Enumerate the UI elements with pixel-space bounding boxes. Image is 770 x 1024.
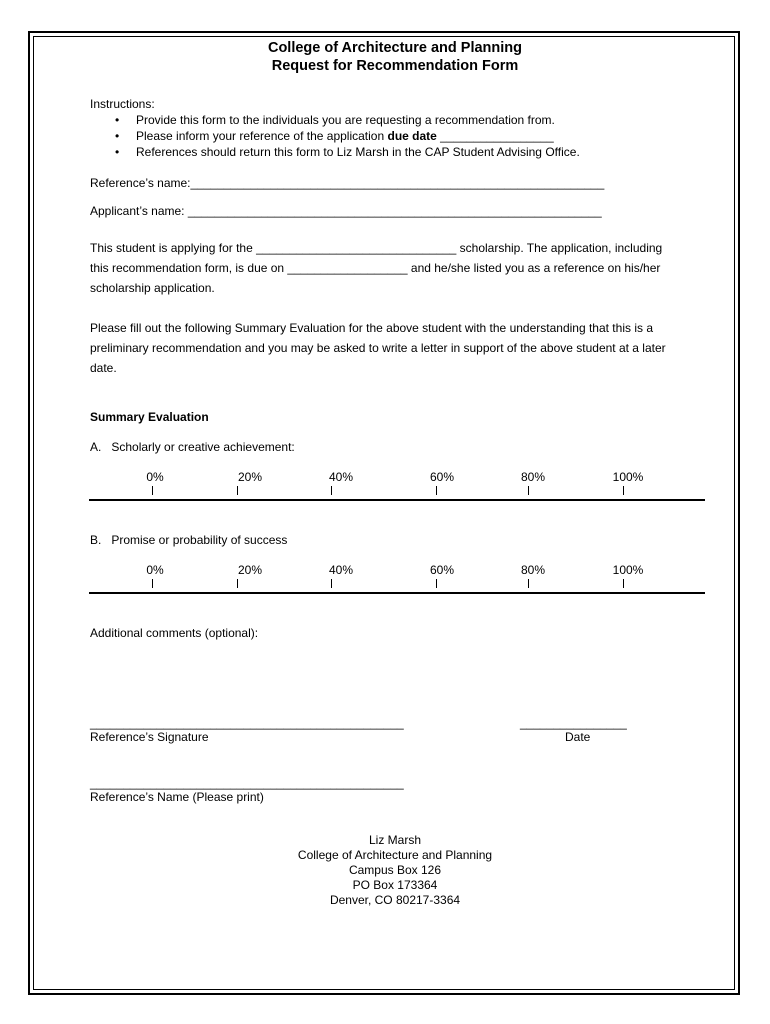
instructions-label: Instructions:: [90, 97, 155, 111]
rating-scale-a-line: [89, 499, 705, 501]
additional-comments-label: Additional comments (optional):: [90, 626, 259, 640]
section-a-label: A. Scholarly or creative achievement:: [90, 440, 295, 454]
scale-a-label: 60%: [429, 470, 455, 484]
instruction-item-2: [136, 129, 554, 143]
scale-b-label: 0%: [146, 563, 164, 577]
rating-scale-b-line: [89, 592, 705, 594]
summary-evaluation-heading: Summary Evaluation: [90, 410, 209, 424]
scale-b-label: 20%: [237, 563, 263, 577]
address-campus-box: Campus Box 126: [348, 863, 442, 877]
evaluation-paragraph-line2: preliminary recommendation and you may be asked to write a letter in support of the above student at a later: [90, 341, 666, 355]
scale-b-tick[interactable]: [436, 579, 437, 588]
address-city: Denver, CO 80217-3364: [329, 893, 461, 907]
scale-b-tick[interactable]: [237, 579, 238, 588]
scale-a-label: 40%: [328, 470, 354, 484]
evaluation-paragraph-line1: Please fill out the following Summary Evaluation for the above student with the understanding that this is a: [90, 321, 653, 335]
address-college: College of Architecture and Planning: [297, 848, 493, 862]
applicants-name-field[interactable]: Applicant’s name: ______________________________________________________________: [90, 204, 602, 218]
instruction-item-1: Provide this form to the individuals you are requesting a recommendation from.: [136, 113, 555, 127]
scale-a-tick[interactable]: [237, 486, 238, 495]
scale-b-tick[interactable]: [331, 579, 332, 588]
scale-b-label: 100%: [612, 563, 644, 577]
scale-b-tick[interactable]: [152, 579, 153, 588]
due-date-blank[interactable]: _________________: [440, 129, 554, 143]
due-date-bold: due date: [387, 129, 437, 143]
scholarship-paragraph-line1: This student is applying for the ______________________________ scholarship. The application, including: [90, 241, 663, 255]
scale-b-tick[interactable]: [528, 579, 529, 588]
printed-name-label: Reference’s Name (Please print): [90, 790, 264, 804]
scale-a-tick[interactable]: [528, 486, 529, 495]
bullet-dot: •: [115, 145, 120, 159]
section-b-label: B. Promise or probability of success: [90, 533, 288, 547]
scale-b-label: 80%: [520, 563, 546, 577]
evaluation-paragraph-line3: date.: [90, 361, 117, 375]
scale-a-label: 0%: [146, 470, 164, 484]
form-title-college: College of Architecture and Planning: [267, 40, 523, 56]
address-name: Liz Marsh: [368, 833, 421, 847]
date-line[interactable]: ________________: [520, 716, 627, 730]
date-label: Date: [565, 730, 591, 744]
form-title-request: Request for Recommendation Form: [271, 58, 519, 74]
address-po-box: PO Box 173364: [352, 878, 438, 892]
scale-a-tick[interactable]: [623, 486, 624, 495]
scale-a-tick[interactable]: [152, 486, 153, 495]
printed-name-line[interactable]: _______________________________________________: [90, 776, 404, 790]
references-name-field[interactable]: Reference’s name:______________________________________________________________: [90, 176, 605, 190]
scholarship-paragraph-line2: this recommendation form, is due on __________________ and he/she listed you as a reference on his/her: [90, 261, 661, 275]
signature-line[interactable]: _______________________________________________: [90, 716, 404, 730]
scale-b-tick[interactable]: [623, 579, 624, 588]
bullet-dot: •: [115, 129, 120, 143]
scholarship-paragraph-line3: scholarship application.: [90, 281, 215, 295]
scale-a-tick[interactable]: [331, 486, 332, 495]
scale-b-label: 60%: [429, 563, 455, 577]
scale-a-tick[interactable]: [436, 486, 437, 495]
scale-b-label: 40%: [328, 563, 354, 577]
instruction-item-2-text: Please inform your reference of the application: [136, 129, 388, 143]
signature-label: Reference’s Signature: [90, 730, 209, 744]
scale-a-label: 20%: [237, 470, 263, 484]
bullet-dot: •: [115, 113, 120, 127]
instruction-item-3: References should return this form to Liz Marsh in the CAP Student Advising Office.: [136, 145, 580, 159]
scale-a-label: 100%: [612, 470, 644, 484]
scale-a-label: 80%: [520, 470, 546, 484]
